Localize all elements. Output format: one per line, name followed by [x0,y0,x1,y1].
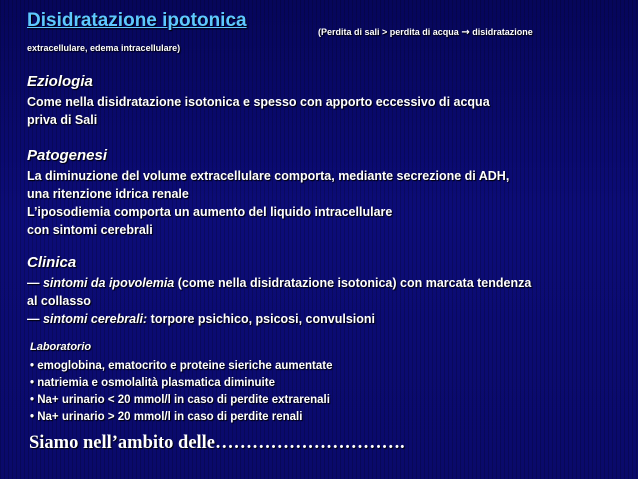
title-note [318,27,533,38]
laboratorio-item: • Na+ urinario < 20 mmol/l in caso di perdite extrarenali [30,394,330,406]
patogenesi-heading: Patogenesi [27,147,108,164]
patogenesi-line: una ritenzione idrica renale [27,187,189,201]
laboratorio-item: • natriemia e osmolalità plasmatica diminuite [30,377,275,389]
laboratorio-item: • Na+ urinario > 20 mmol/l in caso di perdite renali [30,411,303,423]
clinica-dash: — [27,276,43,290]
title-note-continuation: extracellulare, edema intracellulare) [27,43,181,53]
slide-title: Disidratazione ipotonica [27,10,247,31]
clinica-italic-term: sintomi cerebrali: [42,312,148,326]
eziologia-heading: Eziologia [27,73,93,90]
closing-text: Siamo nell’ambito delle…………………………. [29,433,405,453]
title-note-part-b: disidratazione [472,27,533,37]
clinica-line-rest: (come nella disidratazione isotonica) con marcata tendenza [174,276,532,290]
laboratorio-heading: Laboratorio [30,341,92,353]
laboratorio-item: • emoglobina, ematocrito e proteine sieriche aumentate [30,360,333,372]
patogenesi-line: La diminuzione del volume extracellulare comporta, mediante secrezione di ADH, [27,169,510,183]
clinica-line [27,274,531,292]
clinica-line-rest: torpore psichico, psicosi, convulsioni [147,312,376,326]
clinica-heading: Clinica [27,254,77,271]
arrow-right-icon: → [461,27,470,38]
clinica-italic-term: sintomi da ipovolemia [42,276,175,290]
patogenesi-line: con sintomi cerebrali [27,223,153,237]
eziologia-line: Come nella disidratazione isotonica e spesso con apporto eccessivo di acqua [27,95,490,109]
clinica-dash: — [27,312,43,326]
clinica-line [27,310,375,328]
eziologia-line: priva di Sali [27,113,98,127]
clinica-line: al collasso [27,294,91,308]
title-note-part-a: (Perdita di sali > perdita di acqua [318,27,459,37]
patogenesi-line: L’iposodiemia comporta un aumento del liquido intracellulare [27,205,393,219]
